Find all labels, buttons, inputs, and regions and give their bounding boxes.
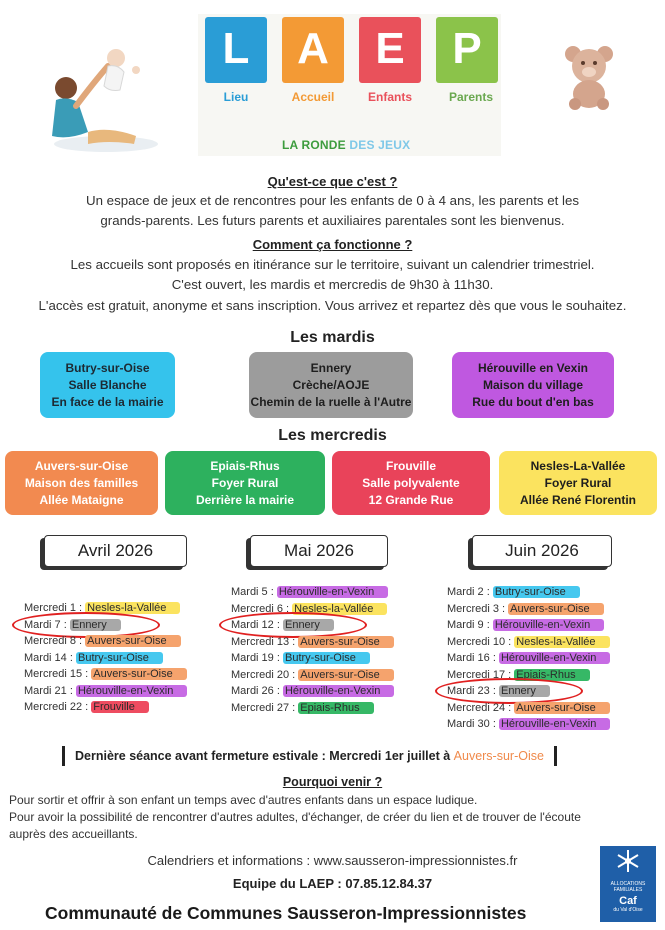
schedule-place: Auvers-sur-Oise <box>298 669 393 681</box>
venue-name: Ennery <box>310 360 352 375</box>
schedule-place: Nesles-la-Vallée <box>85 602 180 614</box>
schedule-place: Ennery <box>499 685 550 697</box>
logo-word-enfants: Enfants <box>367 90 412 104</box>
venue-box-frouville <box>332 451 490 515</box>
laep-team-phone: Equipe du LAEP : 07.85.12.84.37 <box>232 876 433 891</box>
last-session-banner <box>62 746 557 766</box>
venue-box-butry <box>40 352 175 418</box>
schedule-entry <box>447 700 610 717</box>
venue-place: Salle Blanche <box>68 377 147 392</box>
schedule-day: Mardi 26 : <box>231 685 280 697</box>
venue-place: Maison des familles <box>24 475 139 490</box>
venue-name: Frouville <box>385 458 436 473</box>
info-website: Calendriers et informations : www.sausseron-impressionnistes.fr <box>147 853 518 868</box>
venue-box-epiais <box>165 451 325 515</box>
schedule-entry <box>231 700 394 717</box>
schedule-place: Ennery <box>283 619 334 631</box>
schedule-place: Hérouville-en-Vexin <box>499 652 610 664</box>
venue-address: Rue du bout d'en bas <box>472 394 594 409</box>
schedule-entry <box>447 667 610 684</box>
schedule-day: Mercredi 24 : <box>447 701 512 714</box>
june-schedule <box>447 584 610 733</box>
venue-place: Foyer Rural <box>544 475 612 490</box>
schedule-place: Nesles-la-Vallée <box>514 636 609 648</box>
what-is-it-line1: Un espace de jeux et de rencontres pour les enfants de 0 à 4 ans, les parents et les <box>85 193 580 208</box>
schedule-place: Butry-sur-Oise <box>493 586 580 598</box>
schedule-day: Mercredi 1 : <box>24 602 83 614</box>
why-line2: Pour avoir la possibilité de rencontrer d'autres adultes, d'échanger, de créer du lien et de trouver de l'écoute <box>9 810 581 824</box>
april-schedule <box>24 600 187 716</box>
caf-logo <box>600 846 656 922</box>
venue-name: Butry-sur-Oise <box>65 360 150 375</box>
month-header-june: Juin 2026 <box>472 535 612 567</box>
schedule-place: Auvers-sur-Oise <box>508 603 603 615</box>
organization-name: Communauté de Communes Sausseron-Impressionnistes <box>45 903 527 923</box>
venue-name: Hérouville en Vexin <box>477 360 589 375</box>
venue-address: 12 Grande Rue <box>368 492 454 507</box>
schedule-entry <box>24 650 187 667</box>
venue-address: Allée René Florentin <box>519 492 637 507</box>
schedule-place: Hérouville-en-Vexin <box>499 718 610 730</box>
schedule-day: Mardi 14 : <box>24 651 73 664</box>
schedule-place: Epiais-Rhus <box>514 669 589 681</box>
why-line3: auprès des accueillants. <box>9 827 138 841</box>
schedule-place: Hérouville-en-Vexin <box>493 619 604 631</box>
what-is-it-title: Qu'est-ce que c'est ? <box>267 174 398 189</box>
logo-tile-p: P <box>436 17 498 83</box>
logo-word-parents: Parents <box>448 90 494 104</box>
month-header-april: Avril 2026 <box>44 535 187 567</box>
venue-address: Allée Mataigne <box>39 492 124 507</box>
schedule-day: Mardi 7 : <box>24 618 67 631</box>
venue-place: Salle polyvalente <box>362 475 460 490</box>
why-come-title: Pourquoi venir ? <box>282 775 383 789</box>
schedule-day: Mercredi 8 : <box>24 635 83 647</box>
schedule-entry <box>24 699 187 716</box>
schedule-entry <box>231 650 394 667</box>
schedule-entry <box>447 584 610 601</box>
schedule-place: Hérouville-en-Vexin <box>277 586 388 598</box>
venue-name: Auvers-sur-Oise <box>34 458 129 473</box>
caf-snowflake-icon <box>600 846 656 876</box>
schedule-entry <box>24 666 187 683</box>
schedule-entry <box>231 667 394 684</box>
schedule-day: Mercredi 15 : <box>24 668 89 680</box>
caf-sub-text: du Val d'Oise <box>613 907 643 913</box>
schedule-entry <box>231 601 394 618</box>
schedule-day: Mardi 19 : <box>231 652 280 664</box>
schedule-entry <box>231 683 394 700</box>
schedule-entry <box>231 617 394 634</box>
schedule-place: Epiais-Rhus <box>298 702 373 714</box>
schedule-entry <box>447 683 610 700</box>
schedule-place: Hérouville-en-Vexin <box>283 685 394 697</box>
schedule-entry <box>231 634 394 651</box>
what-is-it-line2: grands-parents. Les futurs parents et auxiliaires parentales sont les bienvenus. <box>100 213 565 228</box>
logo-tile-a: A <box>282 17 344 83</box>
tuesdays-title: Les mardis <box>290 329 375 346</box>
venue-address: En face de la mairie <box>51 394 164 409</box>
month-header-may: Mai 2026 <box>250 535 388 567</box>
schedule-day: Mardi 12 : <box>231 619 280 631</box>
family-illustration-icon <box>36 36 164 156</box>
schedule-day: Mercredi 3 : <box>447 602 506 615</box>
schedule-day: Mercredi 22 : <box>24 701 89 713</box>
last-session-place: Auvers-sur-Oise <box>453 749 544 763</box>
logo-subtitle <box>282 138 410 152</box>
schedule-place: Hérouville-en-Vexin <box>76 685 187 697</box>
venue-address: Chemin de la ruelle à l'Autre <box>250 394 412 409</box>
schedule-day: Mercredi 13 : <box>231 635 296 648</box>
schedule-entry <box>24 617 187 634</box>
schedule-day: Mardi 21 : <box>24 684 73 697</box>
schedule-day: Mardi 5 : <box>231 586 274 598</box>
schedule-entry <box>447 601 610 618</box>
schedule-entry <box>447 650 610 667</box>
venue-place: Maison du village <box>482 377 584 392</box>
subtitle-part2: DES JEUX <box>349 138 411 152</box>
schedule-entry <box>24 600 187 617</box>
schedule-day: Mardi 2 : <box>447 586 490 598</box>
schedule-day: Mercredi 27 : <box>231 701 296 714</box>
venue-name: Epiais-Rhus <box>210 458 280 473</box>
teddy-bear-icon <box>561 42 617 110</box>
schedule-entry <box>24 683 187 700</box>
schedule-place: Auvers-sur-Oise <box>85 635 180 647</box>
schedule-place: Frouville <box>91 701 149 713</box>
caf-big-text: Caf <box>619 895 637 907</box>
how-it-works-line2: C'est ouvert, les mardis et mercredis de 9h30 à 11h30. <box>171 277 494 292</box>
venue-box-herouville <box>452 352 614 418</box>
schedule-day: Mardi 23 : <box>447 685 496 697</box>
how-it-works-line1: Les accueils sont proposés en itinérance sur le territoire, suivant un calendrier trimestriel. <box>70 257 595 272</box>
schedule-place: Nesles-la-Vallée <box>292 603 387 615</box>
schedule-place: Auvers-sur-Oise <box>91 668 186 680</box>
why-line1: Pour sortir et offrir à son enfant un temps avec d'autres enfants dans un espace ludique. <box>9 793 478 807</box>
subtitle-part1: LA RONDE <box>282 138 346 152</box>
venue-address: Derrière la mairie <box>195 492 295 507</box>
schedule-day: Mardi 16 : <box>447 652 496 664</box>
venue-box-ennery <box>249 352 413 418</box>
schedule-place: Butry-sur-Oise <box>76 652 163 664</box>
schedule-place: Ennery <box>70 619 121 631</box>
schedule-entry <box>447 634 610 651</box>
schedule-entry <box>447 617 610 634</box>
schedule-entry <box>231 584 394 601</box>
how-it-works-line3: L'accès est gratuit, anonyme et sans inscription. Vous arrivez et repartez dès que vous le souhaitez. <box>38 298 627 313</box>
caf-small-text: ALLOCATIONS FAMILIALES <box>610 881 646 893</box>
schedule-entry <box>447 716 610 733</box>
logo-tile-e: E <box>359 17 421 83</box>
schedule-day: Mercredi 6 : <box>231 602 290 615</box>
venue-place: Crèche/AOJE <box>292 377 370 392</box>
logo-word-accueil: Accueil <box>291 90 335 104</box>
schedule-day: Mercredi 20 : <box>231 668 296 681</box>
schedule-entry <box>24 633 187 650</box>
last-session-text: Dernière séance avant fermeture estivale : Mercredi 1er juillet à <box>75 749 454 763</box>
venue-box-nesles <box>499 451 657 515</box>
how-it-works-title: Comment ça fonctionne ? <box>252 237 413 252</box>
schedule-day: Mercredi 17 : <box>447 668 512 681</box>
logo-tile-l: L <box>205 17 267 83</box>
venue-name: Nesles-La-Vallée <box>530 458 626 473</box>
venue-place: Foyer Rural <box>211 475 279 490</box>
schedule-place: Auvers-sur-Oise <box>514 702 609 714</box>
may-schedule <box>231 584 394 716</box>
schedule-place: Butry-sur-Oise <box>283 652 370 664</box>
schedule-day: Mardi 30 : <box>447 718 496 730</box>
venue-box-auvers <box>5 451 158 515</box>
schedule-day: Mercredi 10 : <box>447 635 512 648</box>
logo-word-lieu: Lieu <box>223 90 249 104</box>
schedule-place: Auvers-sur-Oise <box>298 636 393 648</box>
schedule-day: Mardi 9 : <box>447 619 490 631</box>
wednesdays-title: Les mercredis <box>278 427 387 444</box>
